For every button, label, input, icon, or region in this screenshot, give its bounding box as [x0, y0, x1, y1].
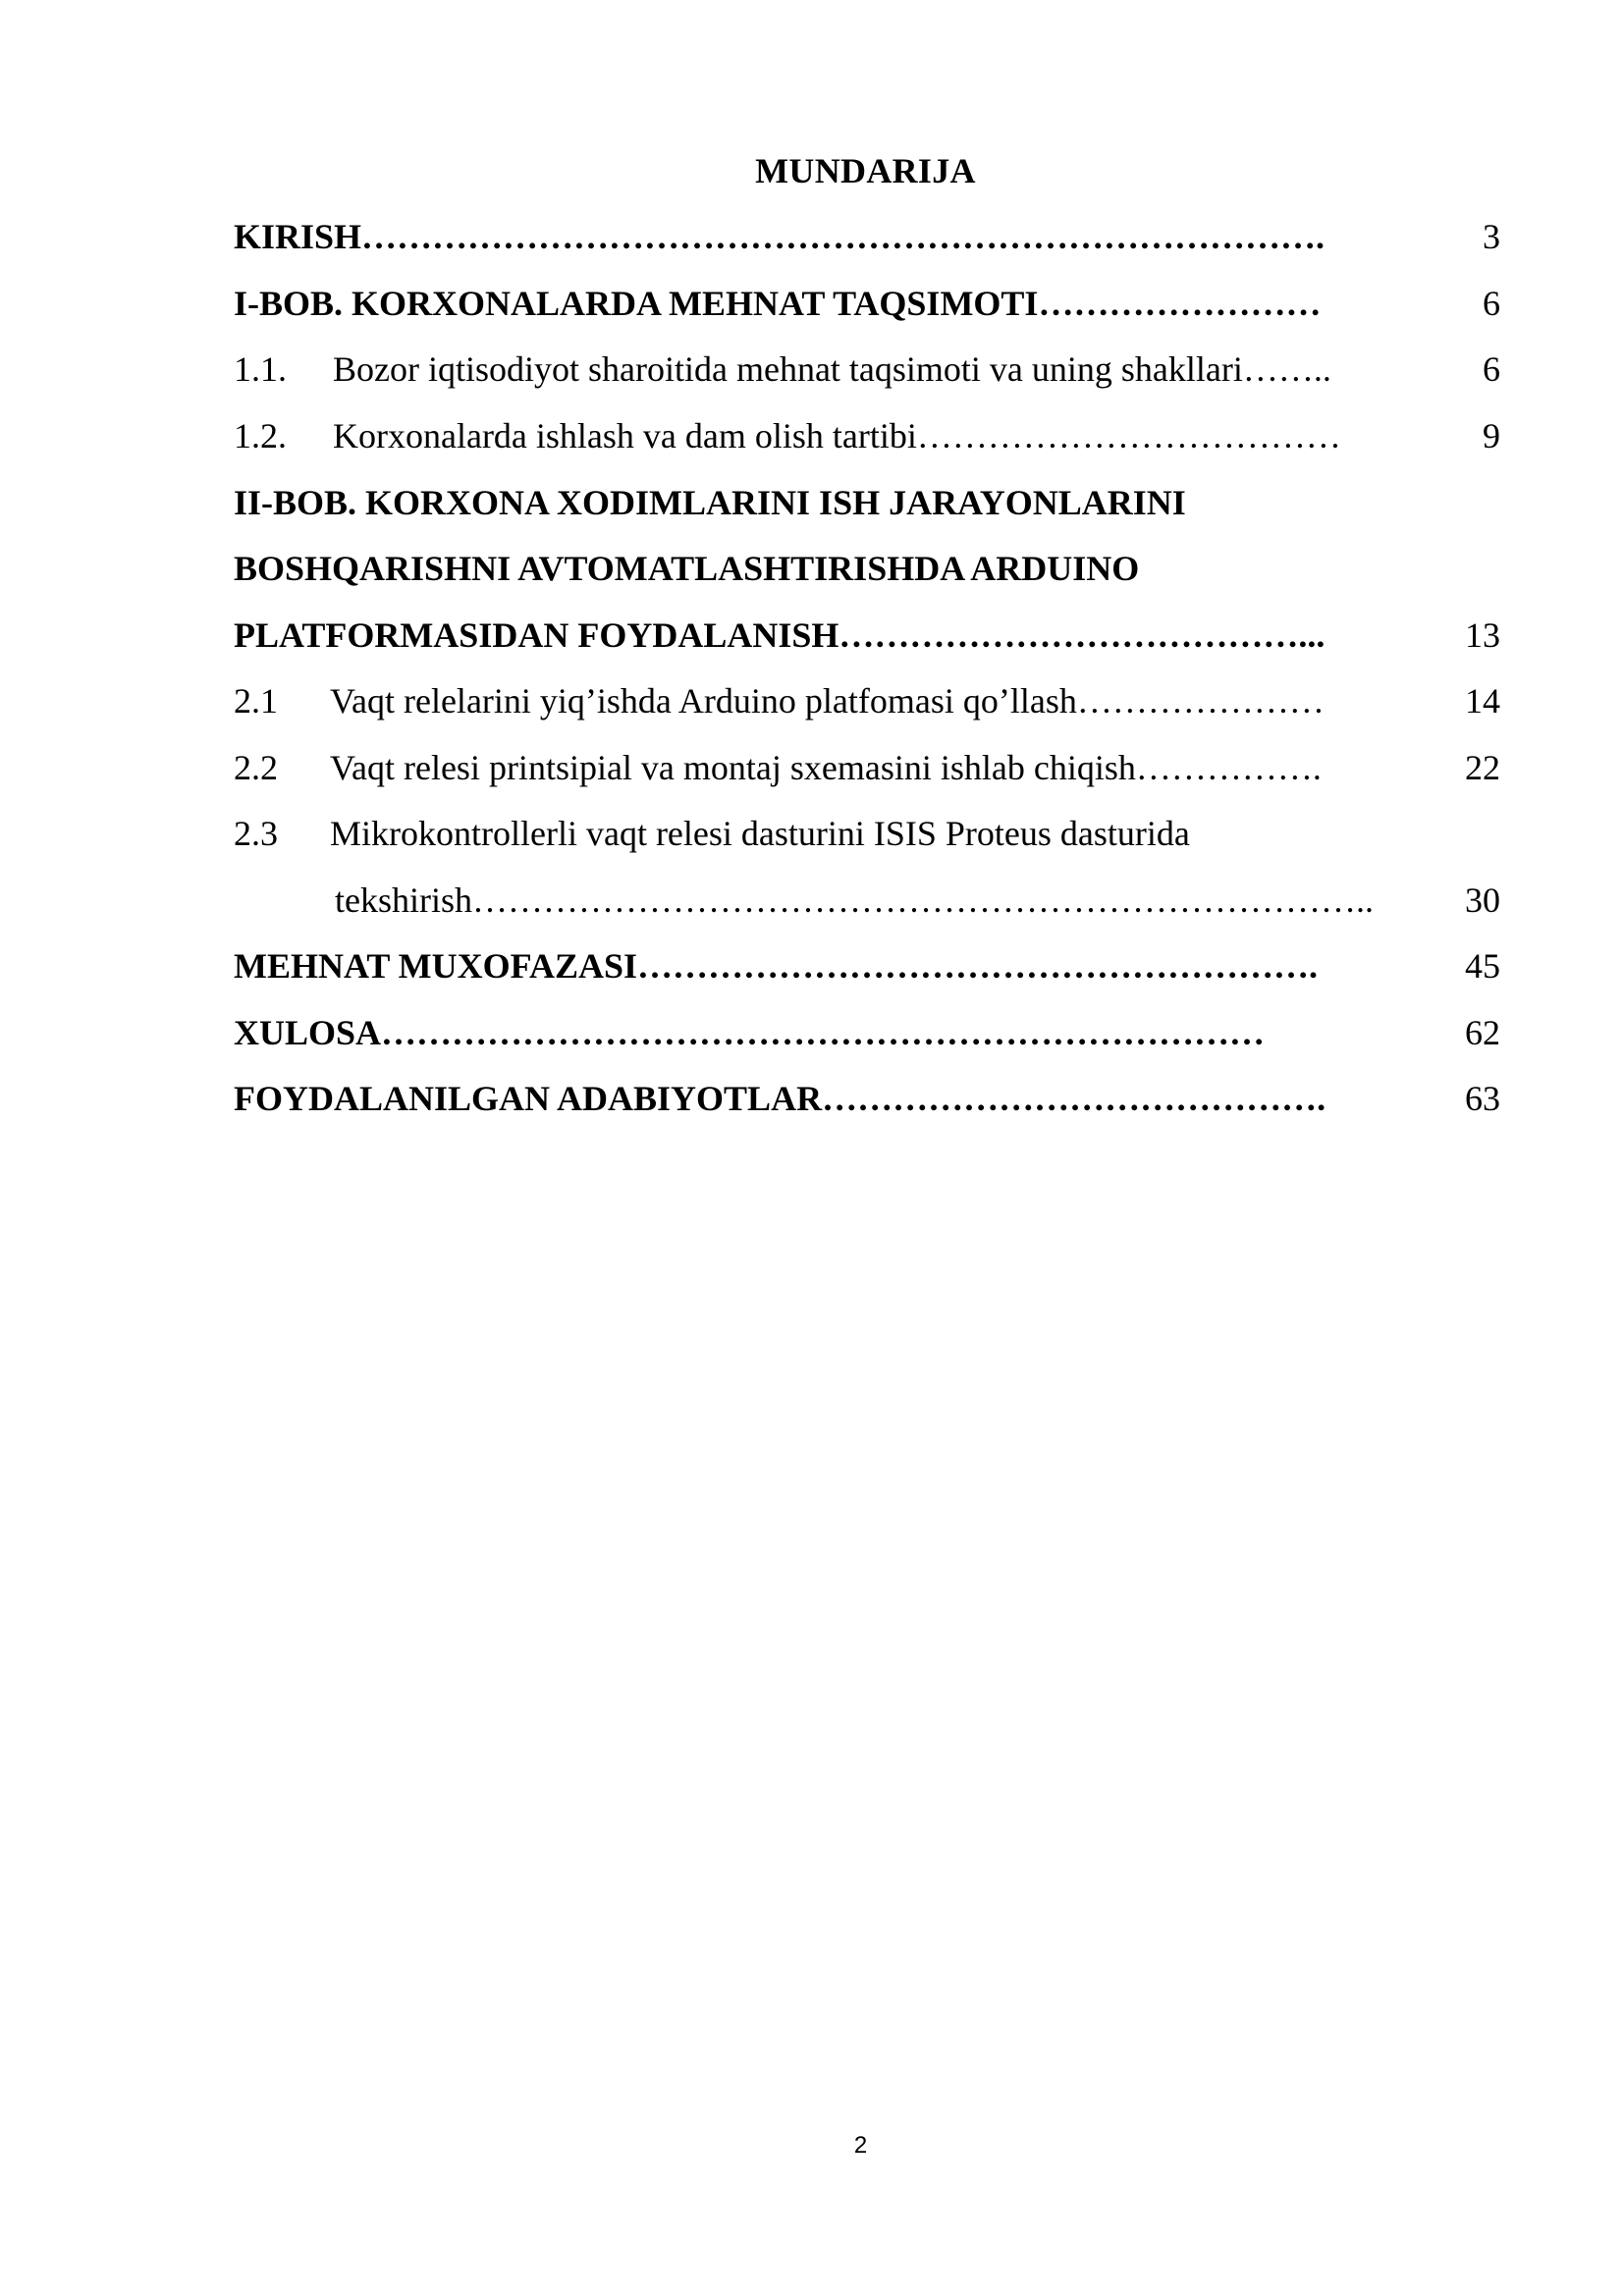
toc-entry-adabiyotlar [234, 1074, 1500, 1123]
toc-page-number: 9 [1483, 416, 1500, 455]
toc-entry-text: PLATFORMASIDAN FOYDALANISH…………………………………... [234, 615, 1325, 655]
toc-section-number: 1.2. [234, 416, 287, 455]
toc-entry-text: BOSHQARISHNI AVTOMATLASHTIRISHDA ARDUINO [234, 549, 1140, 588]
toc-entry-kirish [234, 212, 1500, 261]
toc-entry-text: II-BOB. KORXONA XODIMLARINI ISH JARAYONLARINI [234, 483, 1186, 522]
page-title: MUNDARIJA [755, 151, 976, 190]
toc-entry-chapter-2-line-1 [234, 478, 1500, 527]
toc-page-number: 62 [1465, 1013, 1500, 1052]
toc-page-number: 63 [1465, 1079, 1500, 1118]
toc-section-number: 2.1 [234, 681, 278, 721]
footer-page-number: 2 [853, 2132, 868, 2159]
toc-entry-text: Bozor iqtisodiyot sharoitida mehnat taqsimoti va uning shakllari…….. [333, 349, 1331, 389]
toc-section-number: 1.1. [234, 349, 287, 389]
toc-entry-text: FOYDALANILGAN ADABIYOTLAR……………………………………. [234, 1079, 1326, 1118]
toc-page-number: 6 [1483, 284, 1500, 323]
toc-page-number: 14 [1465, 681, 1500, 721]
toc-entry-section-1-1 [234, 345, 1500, 394]
toc-page-number: 30 [1465, 881, 1500, 920]
toc-entry-text: I-BOB. KORXONALARDA MEHNAT TAQSIMOTI…………………… [234, 284, 1322, 323]
toc-entry-xulosa [234, 1008, 1500, 1057]
toc-entry-text: tekshirish………………………………………………………………….. [335, 881, 1374, 920]
toc-section-number: 2.3 [234, 814, 278, 853]
toc-entry-mehnat-muxofazasi [234, 941, 1500, 990]
toc-entry-text: KIRISH………………………………………………………………………. [234, 217, 1325, 256]
toc-entry-text: Vaqt relesi printsipial va montaj sxemasini ishlab chiqish……………. [330, 748, 1322, 787]
toc-entry-text: XULOSA………………………………………………………………… [234, 1013, 1266, 1052]
toc-entry-chapter-2-line-3 [234, 611, 1500, 660]
toc-entry-chapter-1 [234, 279, 1500, 328]
toc-entry-section-2-1 [234, 676, 1500, 725]
toc-entry-section-1-2 [234, 411, 1500, 460]
toc-page-number: 3 [1483, 217, 1500, 256]
toc-entry-text: Vaqt relelarini yiq’ishda Arduino platfomasi qo’llash………………… [330, 681, 1325, 721]
toc-page-number: 6 [1483, 349, 1500, 389]
toc-entry-text: MEHNAT MUXOFAZASI…………………………………………………. [234, 946, 1319, 986]
toc-section-number: 2.2 [234, 748, 278, 787]
toc-page-number: 13 [1465, 615, 1500, 655]
toc-entry-text: Korxonalarda ishlash va dam olish tartibi……………………………… [333, 416, 1341, 455]
toc-page-number: 22 [1465, 748, 1500, 787]
toc-entry-section-2-3-continued [234, 876, 1500, 925]
toc-entry-section-2-2 [234, 743, 1500, 792]
toc-entry-section-2-3 [234, 809, 1500, 858]
toc-entry-chapter-2-line-2 [234, 544, 1500, 593]
toc-entry-text: Mikrokontrollerli vaqt relesi dasturini ISIS Proteus dasturida [330, 814, 1190, 853]
toc-page-number: 45 [1465, 946, 1500, 986]
